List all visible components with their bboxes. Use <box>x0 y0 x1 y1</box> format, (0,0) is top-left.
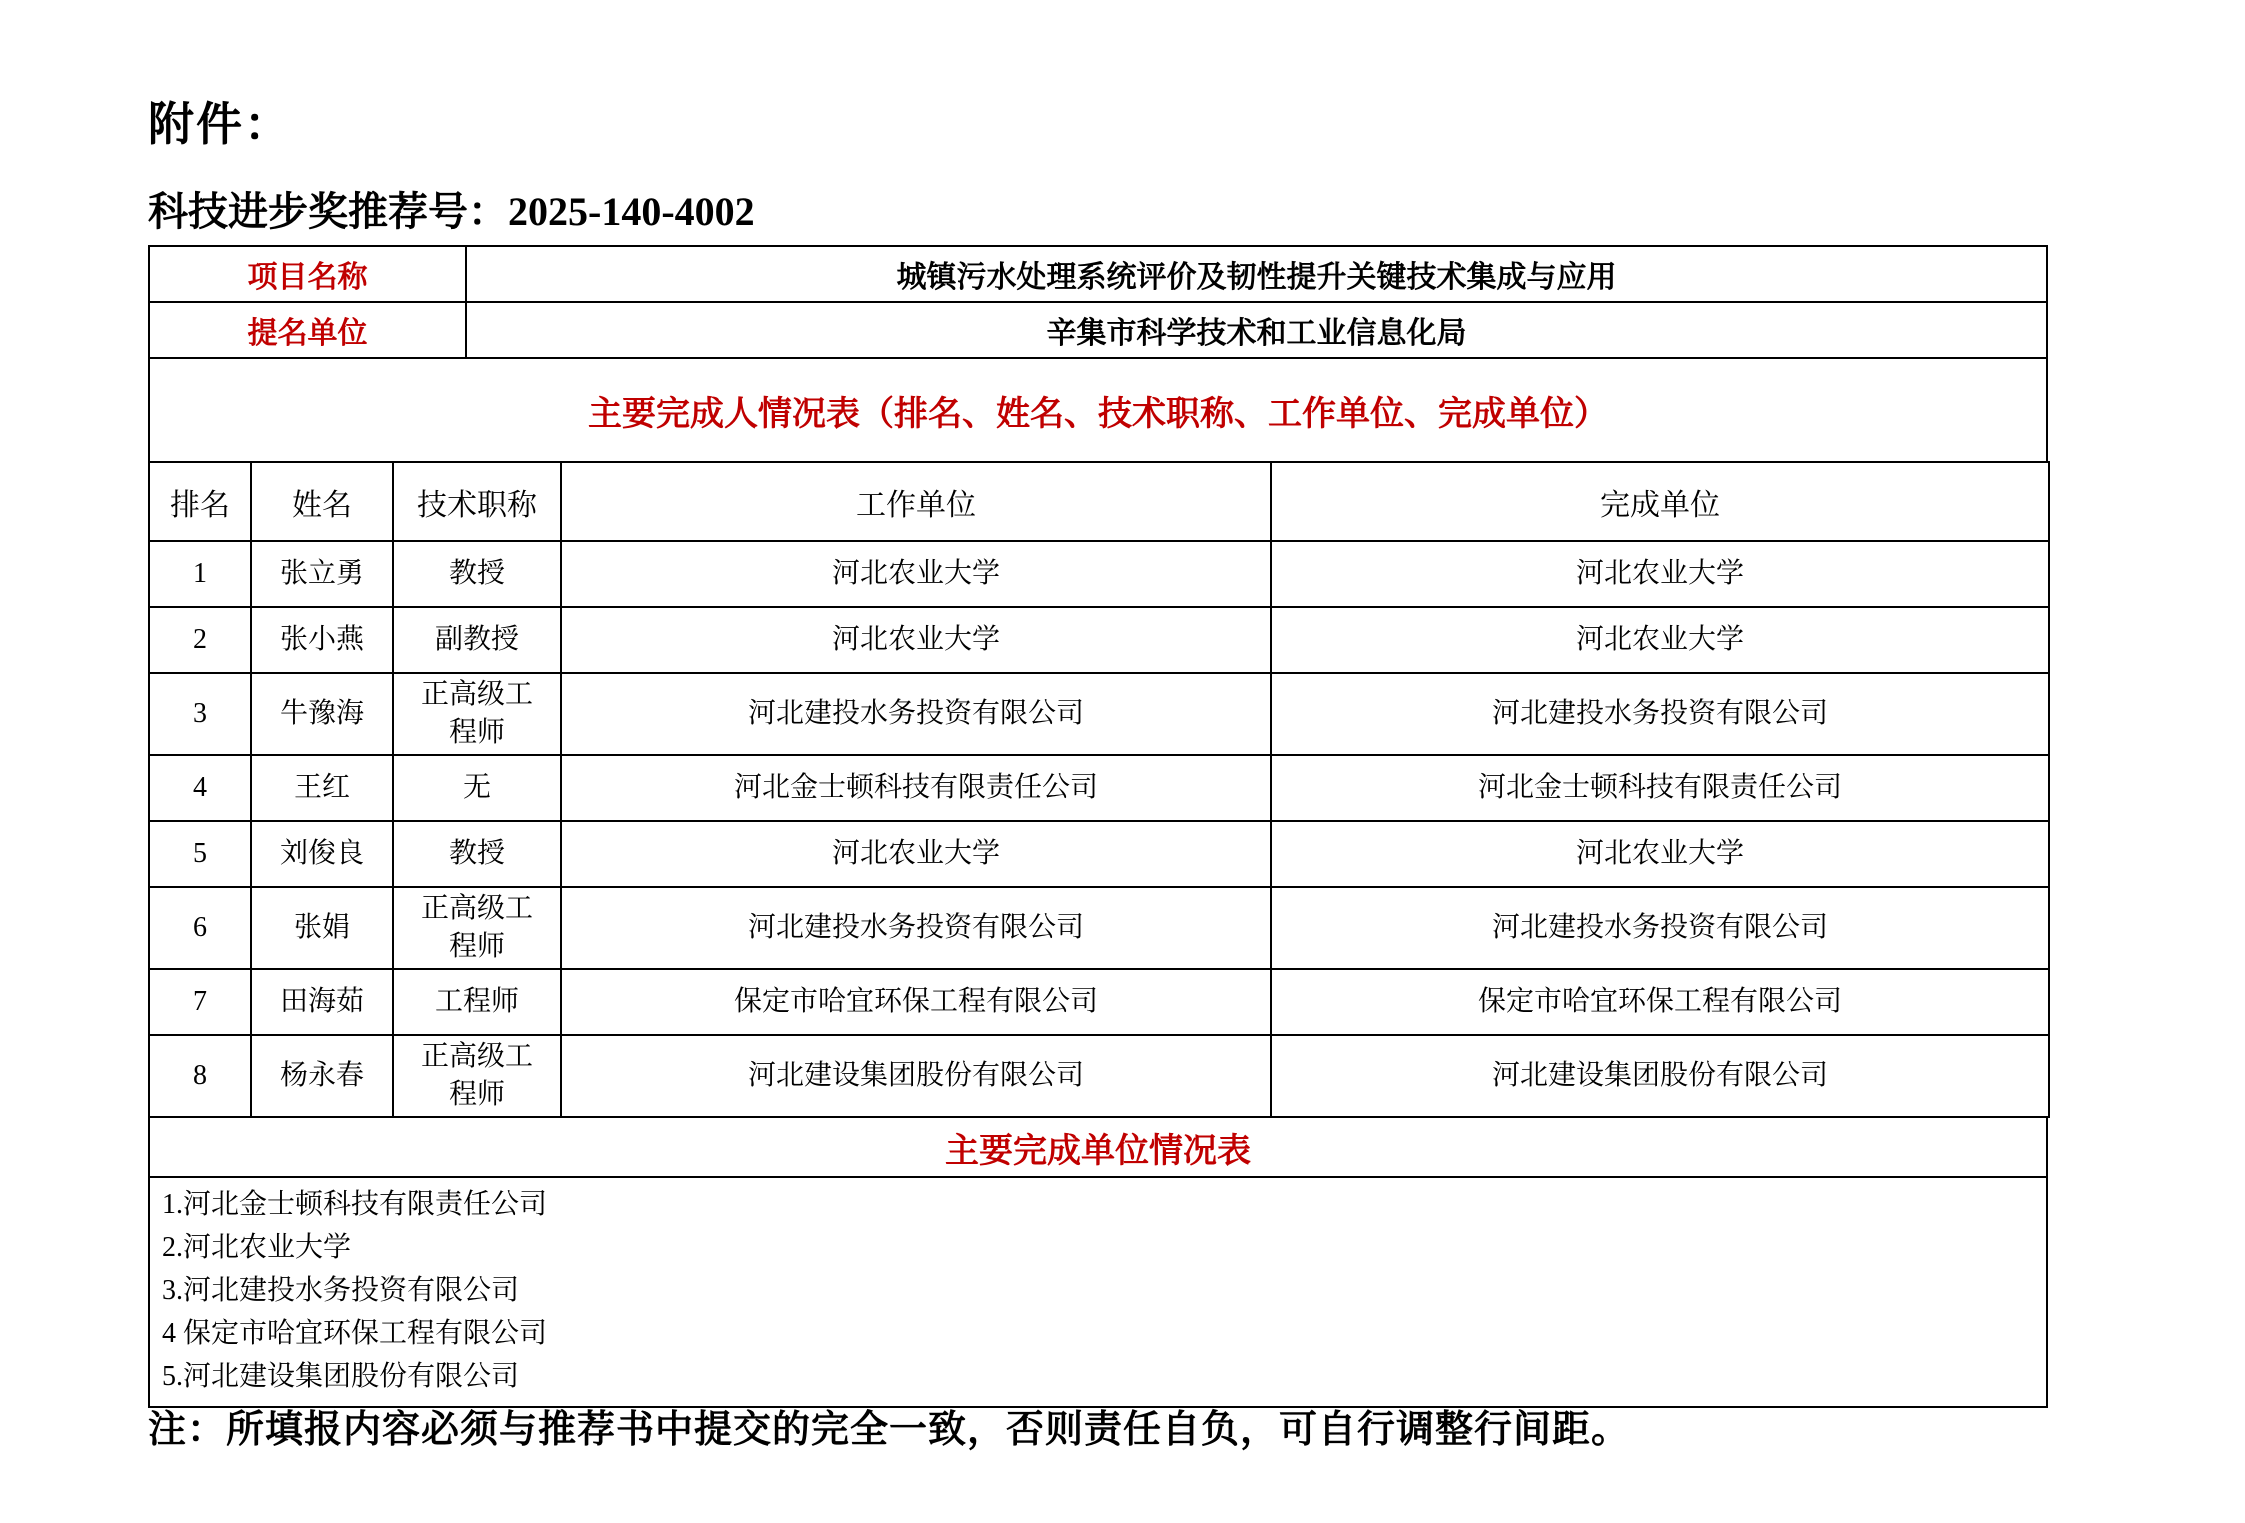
rank-cell: 4 <box>149 755 251 821</box>
table-row <box>149 1035 2049 1117</box>
completion-unit-cell: 河北农业大学 <box>1271 821 2049 887</box>
attachment-label: 附件： <box>148 98 292 150</box>
title-header: 技术职称 <box>393 462 561 541</box>
title-cell: 正高级工程师 <box>393 887 561 969</box>
rank-cell: 3 <box>149 673 251 755</box>
units-list <box>148 1178 2048 1408</box>
name-cell: 张小燕 <box>251 607 393 673</box>
project-name-value: 城镇污水处理系统评价及韧性提升关键技术集成与应用 <box>466 246 2047 302</box>
recommendation-number-label: 科技进步奖推荐号： <box>148 189 508 234</box>
title-cell: 正高级工程师 <box>393 673 561 755</box>
title-cell: 无 <box>393 755 561 821</box>
table-row <box>149 969 2049 1035</box>
nominating-unit-label: 提名单位 <box>149 302 466 358</box>
table-row <box>149 541 2049 607</box>
name-cell: 张立勇 <box>251 541 393 607</box>
main-document-table <box>148 245 2048 1408</box>
name-cell: 牛豫海 <box>251 673 393 755</box>
rank-cell: 1 <box>149 541 251 607</box>
recommendation-number-line <box>148 180 755 237</box>
meta-table <box>148 245 2048 359</box>
completion-unit-cell: 河北农业大学 <box>1271 541 2049 607</box>
rank-cell: 2 <box>149 607 251 673</box>
project-name-row <box>149 246 2047 302</box>
completion-unit-cell: 河北金士顿科技有限责任公司 <box>1271 755 2049 821</box>
table-row <box>149 607 2049 673</box>
name-cell: 王红 <box>251 755 393 821</box>
unit-line: 2.河北农业大学 <box>162 1232 352 1263</box>
unit-line: 5.河北建设集团股份有限公司 <box>162 1361 520 1392</box>
completion-unit-cell: 河北建投水务投资有限公司 <box>1271 673 2049 755</box>
rank-cell: 5 <box>149 821 251 887</box>
rank-cell: 6 <box>149 887 251 969</box>
name-cell: 杨永春 <box>251 1035 393 1117</box>
people-table <box>148 461 2050 1118</box>
note-text: 注：所填报内容必须与推荐书中提交的完全一致，否则责任自负，可自行调整行间距。 <box>148 1409 1631 1451</box>
completion-unit-header: 完成单位 <box>1271 462 2049 541</box>
unit-line: 1.河北金士顿科技有限责任公司 <box>162 1189 548 1220</box>
title-cell: 正高级工程师 <box>393 1035 561 1117</box>
work-unit-cell: 河北农业大学 <box>561 607 1271 673</box>
table-row <box>149 673 2049 755</box>
title-cell: 工程师 <box>393 969 561 1035</box>
units-table-title: 主要完成单位情况表 <box>148 1118 2048 1178</box>
title-cell: 教授 <box>393 821 561 887</box>
rank-cell: 8 <box>149 1035 251 1117</box>
name-header: 姓名 <box>251 462 393 541</box>
work-unit-cell: 河北建投水务投资有限公司 <box>561 673 1271 755</box>
work-unit-cell: 河北建设集团股份有限公司 <box>561 1035 1271 1117</box>
work-unit-cell: 河北建投水务投资有限公司 <box>561 887 1271 969</box>
work-unit-cell: 河北金士顿科技有限责任公司 <box>561 755 1271 821</box>
work-unit-header: 工作单位 <box>561 462 1271 541</box>
work-unit-cell: 河北农业大学 <box>561 541 1271 607</box>
unit-line: 3.河北建投水务投资有限公司 <box>162 1275 520 1306</box>
title-cell: 副教授 <box>393 607 561 673</box>
name-cell: 张娟 <box>251 887 393 969</box>
table-row <box>149 887 2049 969</box>
completion-unit-cell: 保定市哈宜环保工程有限公司 <box>1271 969 2049 1035</box>
title-cell: 教授 <box>393 541 561 607</box>
nominating-unit-value: 辛集市科学技术和工业信息化局 <box>466 302 2047 358</box>
table-row <box>149 755 2049 821</box>
completion-unit-cell: 河北建投水务投资有限公司 <box>1271 887 2049 969</box>
people-table-header-row <box>149 462 2049 541</box>
unit-line: 4 保定市哈宜环保工程有限公司 <box>162 1318 548 1349</box>
completion-unit-cell: 河北农业大学 <box>1271 607 2049 673</box>
work-unit-cell: 河北农业大学 <box>561 821 1271 887</box>
project-name-label: 项目名称 <box>149 246 466 302</box>
nominating-unit-row <box>149 302 2047 358</box>
name-cell: 田海茹 <box>251 969 393 1035</box>
name-cell: 刘俊良 <box>251 821 393 887</box>
people-table-body <box>149 541 2049 1117</box>
table-row <box>149 821 2049 887</box>
work-unit-cell: 保定市哈宜环保工程有限公司 <box>561 969 1271 1035</box>
completion-unit-cell: 河北建设集团股份有限公司 <box>1271 1035 2049 1117</box>
recommendation-number-value: 2025-140-4002 <box>508 189 755 234</box>
rank-header: 排名 <box>149 462 251 541</box>
people-table-title: 主要完成人情况表（排名、姓名、技术职称、工作单位、完成单位） <box>148 359 2048 461</box>
rank-cell: 7 <box>149 969 251 1035</box>
